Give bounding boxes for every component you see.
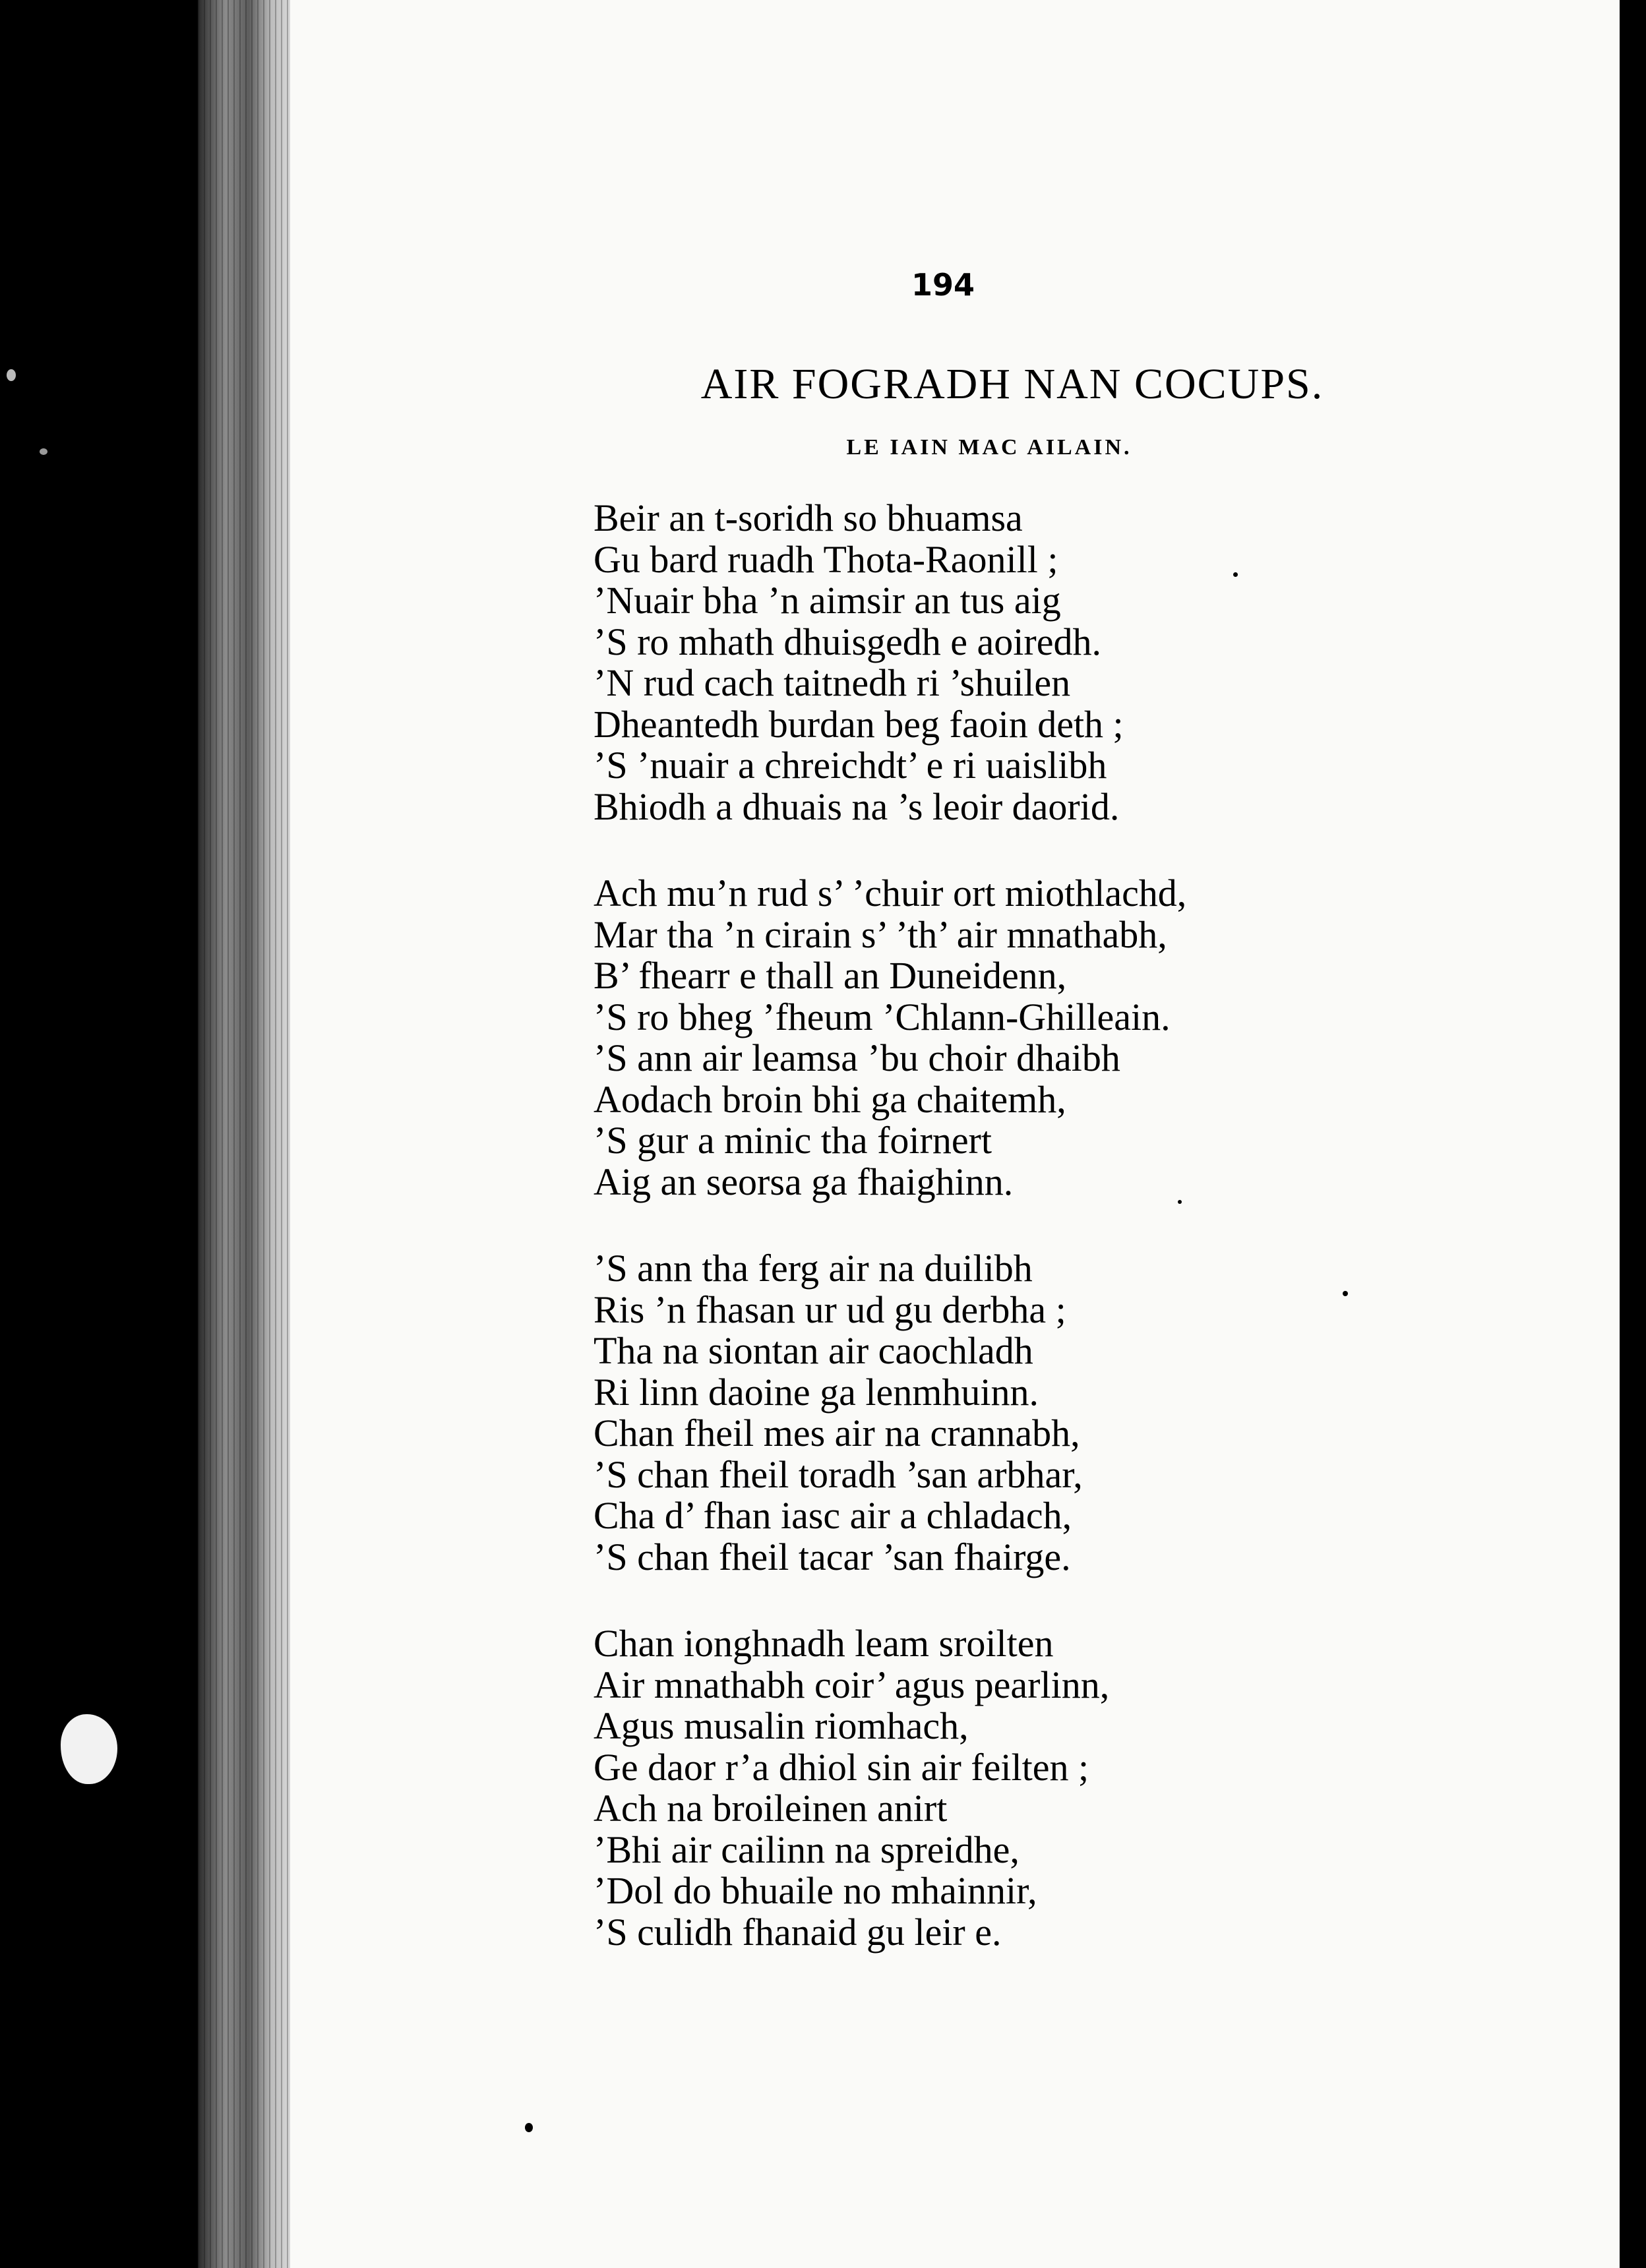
verse-line: Beir an t-soridh so bhuamsa [594,496,1023,539]
verse-line: Ge daor r’a dhiol sin air feilten ; [594,1745,1089,1789]
stanza [594,1623,1451,1953]
verse-line: Ach na broileinen anirt [594,1787,948,1830]
verse-line: Agus musalin riomhach, [594,1704,969,1747]
stanza [594,498,1451,827]
poem-title: AIR FOGRADH NAN COCUPS. [700,360,1324,408]
verse-line: ’S ro mhath dhuisgedh e aoiredh. [594,620,1101,663]
verse-line: ’N rud cach taitnedh ri ’shuilen [594,661,1071,704]
verse-line: ’Bhi air cailinn na spreidhe, [594,1828,1020,1871]
book-page-edge-texture [198,0,290,2268]
verse-line: Dheantedh burdan beg faoin deth ; [594,702,1124,746]
verse-line: Ri linn daoine ga lenmhuinn. [594,1370,1039,1414]
verse-line: Ris ’n fhasan ur ud gu derbha ; [594,1288,1066,1331]
verse-line: ’S gur a minic tha foirnert [594,1119,992,1162]
verse-line: ’S ann tha ferg air na duilibh [594,1247,1033,1290]
verse-line: B’ fhearr e thall an Duneidenn, [594,954,1067,997]
verse-line: ’S chan fheil tacar ’san fhairge. [594,1535,1071,1578]
verse-line: ’Dol do bhuaile no mhainnir, [594,1869,1037,1912]
dust-speck [7,369,16,381]
verse-line: ’S chan fheil toradh ’san arbhar, [594,1452,1083,1496]
verse-line: ’S culidh fhanaid gu leir e. [594,1910,1002,1954]
verse-line: ’S ann air leamsa ’bu choir dhaibh [594,1036,1120,1079]
page-number: 194 [911,267,975,303]
verse-line: ’S ro bheg ’fheum ’Chlann-Ghilleain. [594,995,1171,1038]
verse-line: Mar tha ’n cirain s’ ’th’ air mnathabh, [594,912,1167,956]
verse-line: Bhiodh a dhuais na ’s leoir daorid. [594,785,1120,828]
stanza [594,1248,1451,1578]
ink-dot [525,2123,533,2132]
verse-line: Chan ionghnadh leam sroilten [594,1622,1054,1665]
verse-line: Aig an seorsa ga fhaighinn. [594,1160,1014,1203]
verse-line: Tha na siontan air caochladh [594,1329,1033,1372]
paper-blot-mark [61,1714,117,1784]
verse-line: Ach mu’n rud s’ ’chuir ort miothlachd, [594,872,1187,914]
poem-author: LE IAIN MAC AILAIN. [846,435,1132,460]
poem-body [594,498,1451,1998]
verse-line: Cha d’ fhan iasc air a chladach, [594,1494,1072,1537]
verse-line: ’S ’nuair a chreichdt’ e ri uaislibh [594,744,1107,787]
verse-line: Aodach broin bhi ga chaitemh, [594,1077,1066,1121]
scan-border-right [1620,0,1646,2268]
dust-speck [40,448,47,455]
verse-line: Gu bard ruadh Thota-Raonill ; [594,537,1058,581]
verse-line: ’Nuair bha ’n aimsir an tus aig [594,579,1061,622]
verse-line: Chan fheil mes air na crannabh, [594,1412,1080,1454]
verse-line: Air mnathabh coir’ agus pearlinn, [594,1663,1110,1706]
stanza [594,873,1451,1203]
